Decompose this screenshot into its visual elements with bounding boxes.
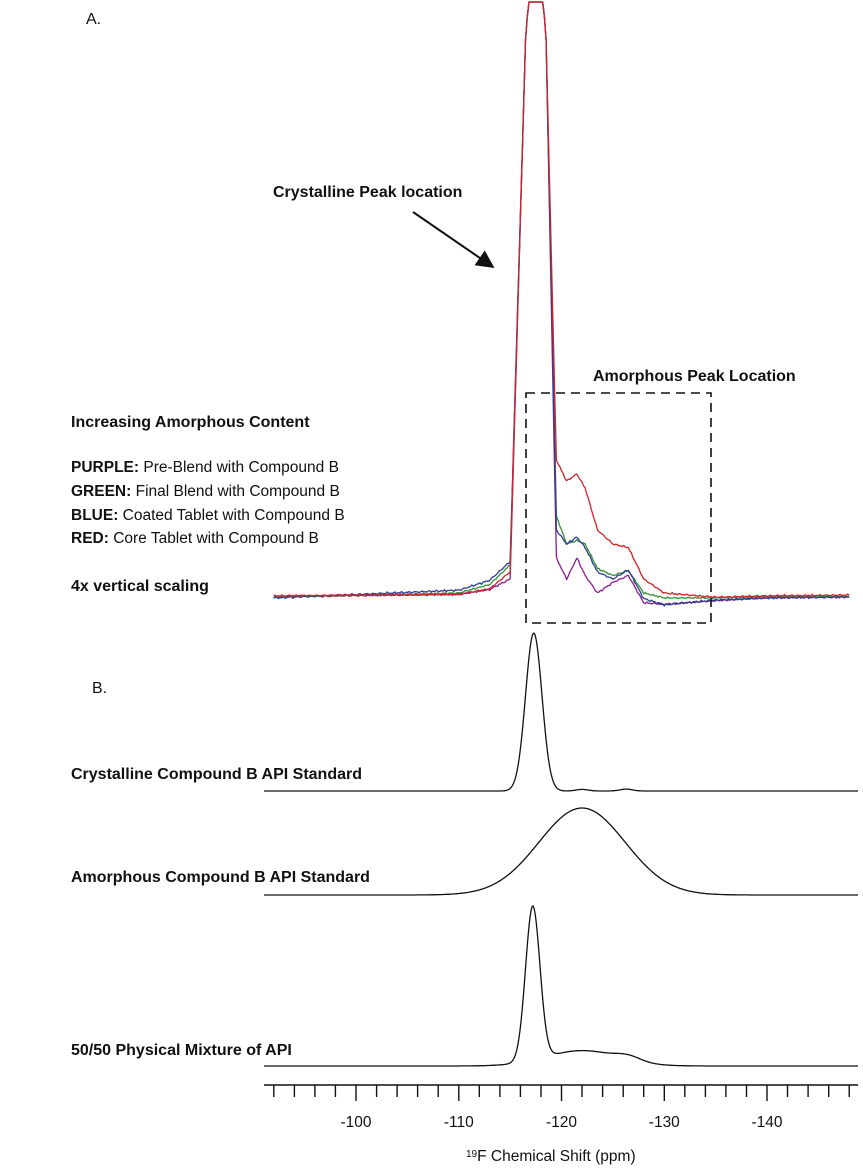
- panel-b-plot: [264, 633, 858, 1066]
- x-tick-label: -140: [751, 1114, 783, 1131]
- series-line-3: [274, 2, 849, 606]
- x-tick-label: -130: [648, 1114, 680, 1131]
- legend-key: PURPLE:: [71, 459, 140, 476]
- legend-text: Pre-Blend with Compound B: [139, 459, 339, 476]
- legend-item-red: [71, 529, 319, 549]
- crystalline-arrow: [413, 212, 493, 267]
- legend-key: RED:: [71, 530, 109, 547]
- amorphous-peak-label: Amorphous Peak Location: [593, 368, 796, 385]
- panel-a-letter: A.: [86, 11, 102, 28]
- x-axis-title-text: F Chemical Shift (ppm): [477, 1148, 636, 1165]
- legend-text: Coated Tablet with Compound B: [118, 507, 345, 524]
- legend-item-blue: [71, 506, 345, 526]
- panel-b-letter: B.: [92, 680, 108, 697]
- legend-item-purple: [71, 458, 339, 478]
- legend-text: Final Blend with Compound B: [131, 483, 340, 500]
- trace-label-mixture: 50/50 Physical Mixture of API: [71, 1042, 292, 1059]
- legend-title: Increasing Amorphous Content: [71, 414, 310, 431]
- x-axis: [264, 1085, 858, 1131]
- crystalline-peak-label: Crystalline Peak location: [273, 184, 463, 201]
- x-tick-label: -120: [545, 1114, 578, 1131]
- x-axis-title: [466, 1147, 636, 1167]
- series-line-4: [274, 2, 849, 598]
- panel-a-plot: [274, 2, 849, 606]
- legend-item-green: [71, 482, 340, 502]
- trace-label-amorphous: Amorphous Compound B API Standard: [71, 869, 370, 886]
- scaling-note: 4x vertical scaling: [71, 578, 209, 595]
- reference-trace-3: [264, 906, 858, 1066]
- legend-text: Core Tablet with Compound B: [108, 530, 319, 547]
- x-tick-label: -110: [443, 1114, 474, 1131]
- legend-key: GREEN:: [71, 483, 132, 500]
- trace-label-crystalline: Crystalline Compound B API Standard: [71, 766, 362, 783]
- x-tick-label: -100: [340, 1114, 372, 1131]
- x-axis-title-sup: 19: [466, 1149, 478, 1160]
- series-line-2: [274, 2, 849, 599]
- series-line-1: [274, 2, 849, 605]
- legend-key: BLUE:: [71, 507, 119, 524]
